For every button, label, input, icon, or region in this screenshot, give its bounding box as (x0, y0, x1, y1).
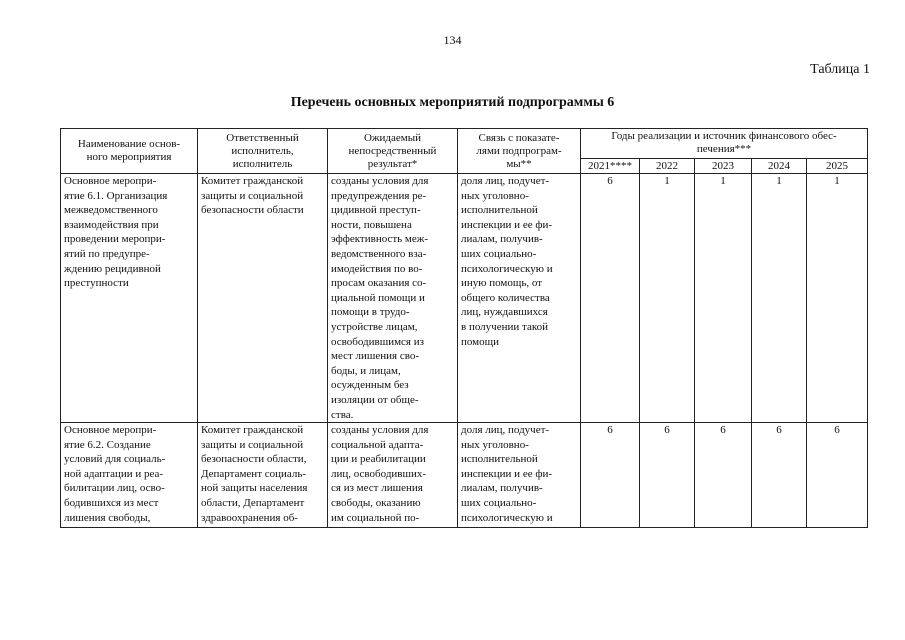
page-title: Перечень основных мероприятий подпрограммы 6 (290, 95, 615, 110)
indicator-link-cell: доля лиц, подучет- ных уголовно- исполнительной инспекции и ее фи- лиалам, получив- ших социально- психологическую и иную помощь, от общего количества лиц, нуждавшихся в получении такой помощи (458, 174, 581, 423)
header-year: 2023 (695, 159, 752, 174)
table-row (61, 174, 868, 423)
header-indicator-link: Связь с показате- лями подпрограм- мы** (458, 129, 581, 174)
page-number: 134 (443, 33, 462, 47)
header-years-group: Годы реализации и источник финансового обес- печения*** (581, 129, 868, 159)
header-year: 2025 (807, 159, 868, 174)
header-activity-name: Наименование основ- ного мероприятия (61, 129, 198, 174)
year-value-cell: 6 (581, 423, 640, 528)
activity-name-cell: Основное меропри- ятие 6.1. Организация межведомственного взаимодействия при проведении меропри- ятий по предупре- ждению рецидивной преступности (61, 174, 198, 423)
year-value-cell: 1 (695, 174, 752, 423)
year-value-cell: 6 (640, 423, 695, 528)
header-year: 2024 (752, 159, 807, 174)
year-value-cell: 6 (581, 174, 640, 423)
year-value-cell: 1 (807, 174, 868, 423)
executor-cell: Комитет гражданской защиты и социальной безопасности области (198, 174, 328, 423)
table-label: Таблица 1 (810, 62, 870, 77)
year-value-cell: 1 (640, 174, 695, 423)
header-year: 2021**** (581, 159, 640, 174)
activity-name-cell: Основное меропри- ятие 6.2. Создание условий для социаль- ной адаптации и реа- билитации лиц, осво- бодившихся из мест лишения свободы, (61, 423, 198, 528)
header-year: 2022 (640, 159, 695, 174)
executor-cell: Комитет гражданской защиты и социальной безопасности области, Департамент социаль- ной защиты населения области, Департамент здравоохранения об- (198, 423, 328, 528)
activities-table (60, 128, 868, 528)
year-value-cell: 6 (752, 423, 807, 528)
indicator-link-cell: доля лиц, подучет- ных уголовно- исполнительной инспекции и ее фи- лиалам, получив- ших социально- психологическую и (458, 423, 581, 528)
expected-result-cell: созданы условия для социальной адапта- ции и реабилитации лиц, освободивших- ся из мест лишения свободы, оказанию им социальной по- (328, 423, 458, 528)
year-value-cell: 1 (752, 174, 807, 423)
header-expected-result: Ожидаемый непосредственный результат* (328, 129, 458, 174)
header-executor: Ответственный исполнитель, исполнитель (198, 129, 328, 174)
year-value-cell: 6 (807, 423, 868, 528)
table-row (61, 423, 868, 528)
expected-result-cell: созданы условия для предупреждения ре- цидивной преступ- ности, повышена эффективность меж- ведомственного вза- имодействия по во- просам оказания со- циальной помощи и помощи в трудо- устройстве лицам, освободившимся из мест лишения сво- боды, и лицам, осужденным без изоляции от обще- ства. (328, 174, 458, 423)
year-value-cell: 6 (695, 423, 752, 528)
